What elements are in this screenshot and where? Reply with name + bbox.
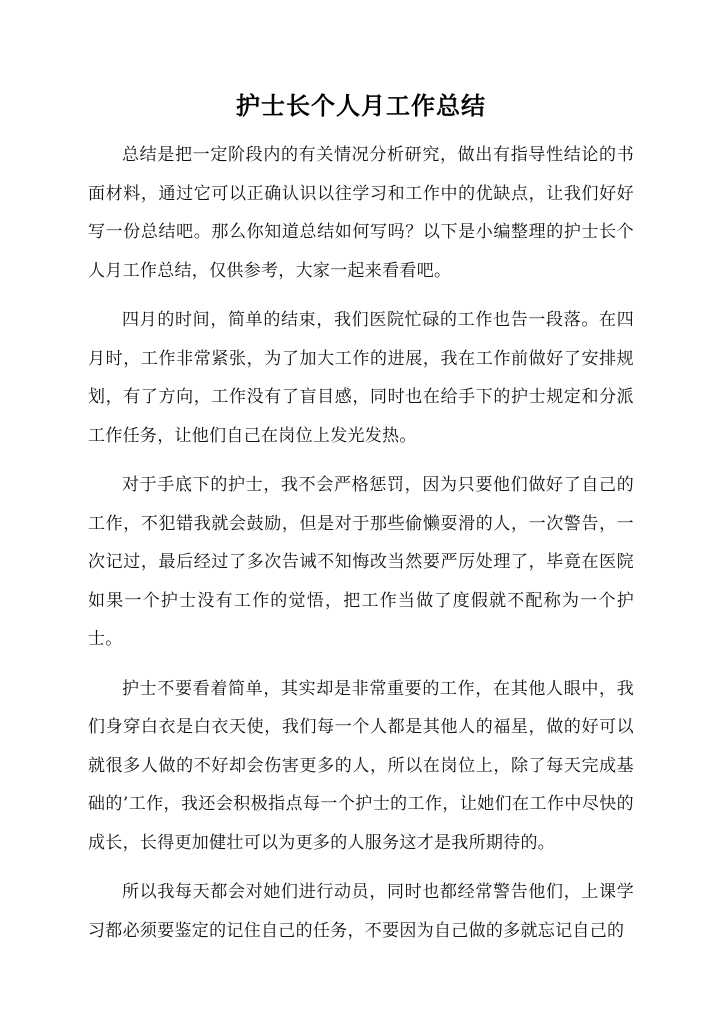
paragraph-april-work: 四月的时间，简单的结束，我们医院忙碌的工作也告一段落。在四月时，工作非常紧张，为了加大工作的进展，我在工作前做好了安排规划，有了方向，工作没有了盲目感，同时也在给手下的护士规定和分派工作任务，让他们自己在岗位上发光发热。 (88, 310, 634, 446)
paragraph-nurse-management: 对于手底下的护士，我不会严格惩罚，因为只要他们做好了自己的工作，不犯错我就会鼓励，但是对于那些偷懒耍滑的人，一次警告，一次记过，最后经过了多次告诫不知悔改当然要严厉处理了，毕竟在医院如果一个护士没有工作的觉悟，把工作当做了度假就不配称为一个护士。 (88, 475, 634, 649)
paragraph-intro: 总结是把一定阶段内的有关情况分析研究，做出有指导性结论的书面材料，通过它可以正确认识以往学习和工作中的优缺点，让我们好好写一份总结吧。那么你知道总结如何写吗？以下是小编整理的护士长个人月工作总结，仅供参考，大家一起来看看吧。 (88, 145, 634, 281)
document-title: 护士长个人月工作总结 (236, 91, 486, 120)
paragraph-nurse-importance: 护士不要看着简单，其实却是非常重要的工作，在其他人眼中，我们身穿白衣是白衣天使，我们每一个人都是其他人的福星，做的好可以就很多人做的不好却会伤害更多的人，所以在岗位上，除了每天完成基础的’工作，我还会积极指点每一个护士的工作，让她们在工作中尽快的成长，长得更加健壮可以为更多的人服务这才是我所期待的。 (88, 678, 634, 853)
paragraph-daily-mobilization: 所以我每天都会对她们进行动员，同时也都经常警告他们，上课学习都必须要鉴定的记住自己的任务，不要因为自己做的多就忘记自己的 (88, 882, 634, 941)
